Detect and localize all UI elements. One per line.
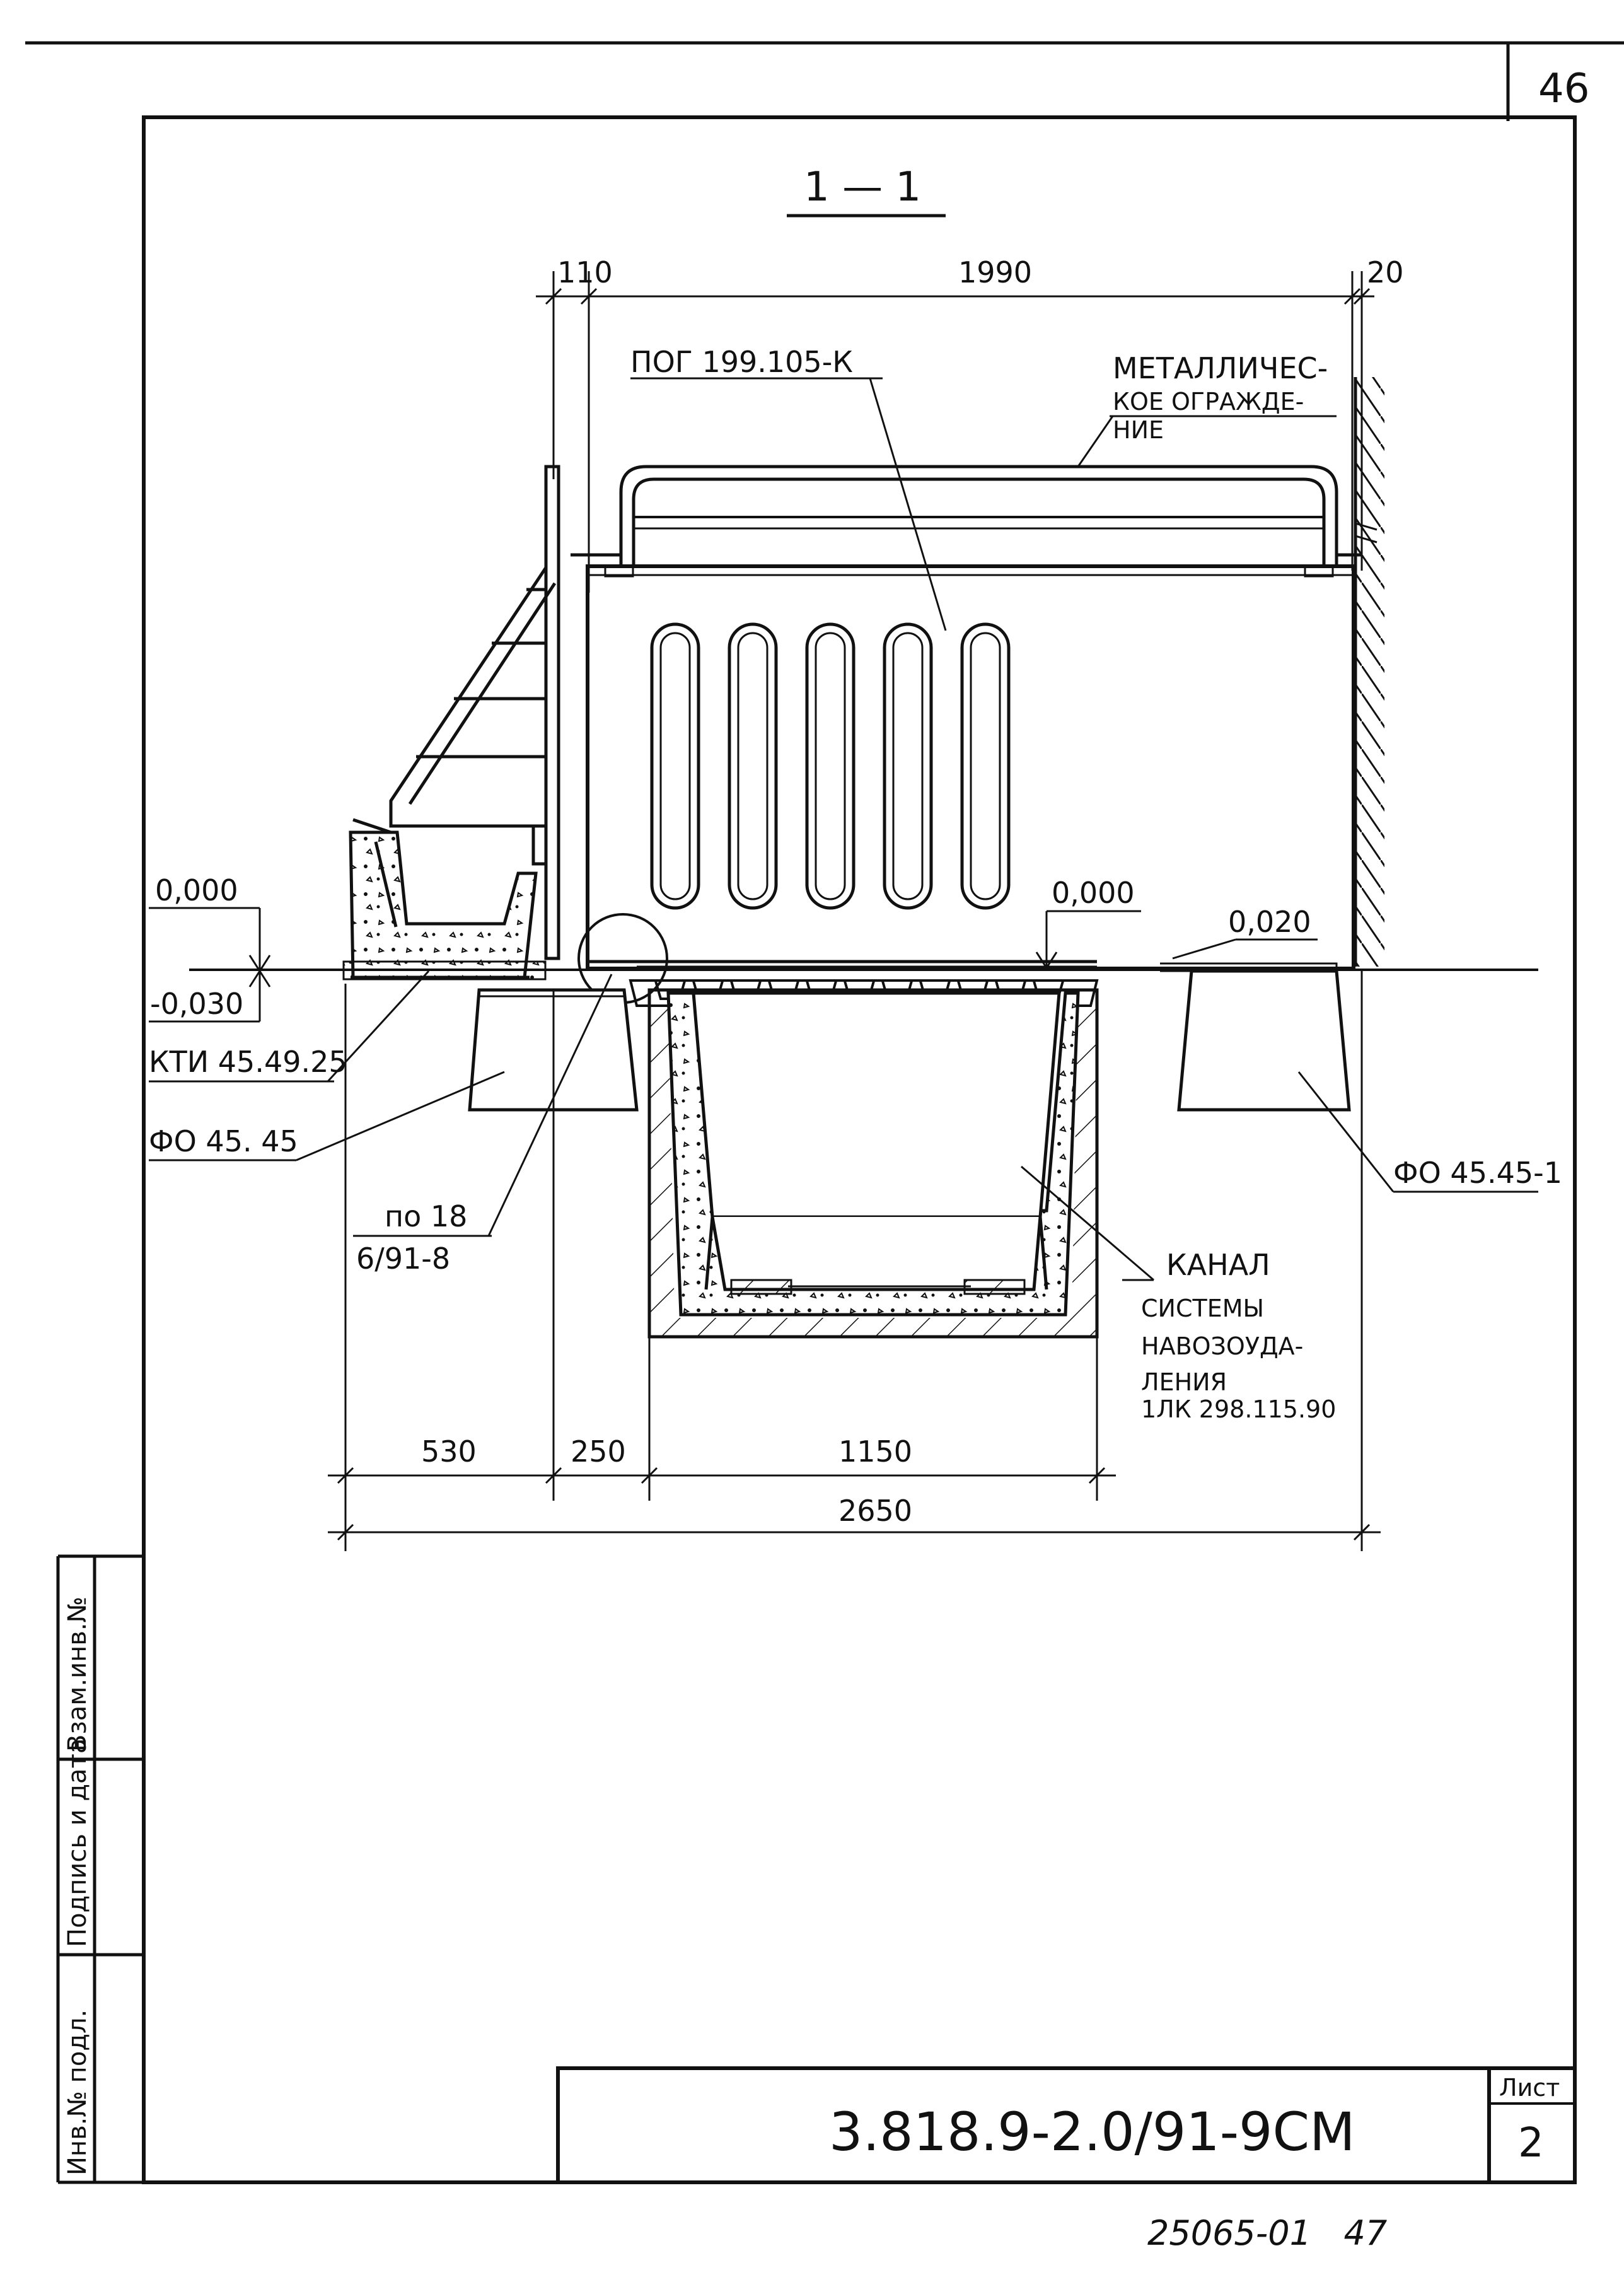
label-node-ref-2: 6/91-8 bbox=[356, 1242, 451, 1276]
panel-openings bbox=[652, 624, 1009, 908]
dim-bottom-1: 530 bbox=[421, 1434, 477, 1469]
footer-note: 25065-01 47 bbox=[1147, 2213, 1388, 2253]
label-fence-2: КОЕ ОГРАЖДЕ- bbox=[1113, 388, 1304, 416]
title-block-sheet-number: 2 bbox=[1518, 2120, 1544, 2167]
foundation-right bbox=[1160, 963, 1349, 1110]
label-channel-3: НАВОЗОУДА- bbox=[1141, 1332, 1304, 1360]
dim-top-right: 20 bbox=[1367, 255, 1404, 289]
label-channel-5: 1ЛК 298.115.90 bbox=[1141, 1395, 1337, 1423]
label-foundation-left: ФО 45. 45 bbox=[149, 1124, 298, 1158]
section-title-text: 1 — 1 bbox=[804, 164, 922, 211]
dim-top-left: 110 bbox=[557, 255, 613, 289]
label-fence-3: НИЕ bbox=[1113, 416, 1164, 444]
page-header bbox=[25, 43, 1624, 121]
label-panel: ПОГ 199.105-К bbox=[630, 345, 853, 379]
dim-bottom-total: 2650 bbox=[838, 1494, 913, 1528]
side-stamp-cell-3: Инв.№ подл. bbox=[63, 2009, 92, 2175]
side-stamp-cell-2: Подпись и дата bbox=[63, 1738, 92, 1947]
title-block-code: 3.818.9-2.0/91-9СМ bbox=[829, 2101, 1355, 2163]
level-center: 0,000 bbox=[1052, 876, 1135, 910]
level-left: 0,000 bbox=[155, 873, 238, 907]
page-number: 46 bbox=[1538, 66, 1590, 112]
side-stamp-cell-1: Взам.инв.№ bbox=[63, 1596, 92, 1752]
label-fence-1: МЕТАЛЛИЧЕС- bbox=[1113, 351, 1328, 385]
label-channel-1: КАНАЛ bbox=[1166, 1248, 1270, 1282]
label-channel-2: СИСТЕМЫ bbox=[1141, 1295, 1265, 1322]
metal-fence bbox=[571, 467, 1362, 567]
dim-bottom-2: 250 bbox=[571, 1434, 626, 1469]
label-node-ref-1: по 18 bbox=[385, 1199, 468, 1233]
label-foundation-right: ФО 45.45-1 bbox=[1393, 1156, 1562, 1190]
dim-bottom-3: 1150 bbox=[838, 1434, 913, 1469]
label-tray: КТИ 45.49.25 bbox=[149, 1045, 347, 1079]
manure-channel bbox=[649, 990, 1097, 1337]
label-channel-4: ЛЕНИЯ bbox=[1141, 1368, 1227, 1396]
dim-top-main: 1990 bbox=[958, 255, 1033, 289]
trough bbox=[344, 820, 545, 979]
top-dimension-line bbox=[536, 271, 1374, 593]
right-wall bbox=[1355, 377, 1384, 967]
level-slope: 0,020 bbox=[1228, 905, 1311, 939]
section-title bbox=[787, 164, 946, 216]
level-left-low: -0,030 bbox=[150, 987, 244, 1021]
title-block-sheet-label: Лист bbox=[1499, 2074, 1560, 2102]
